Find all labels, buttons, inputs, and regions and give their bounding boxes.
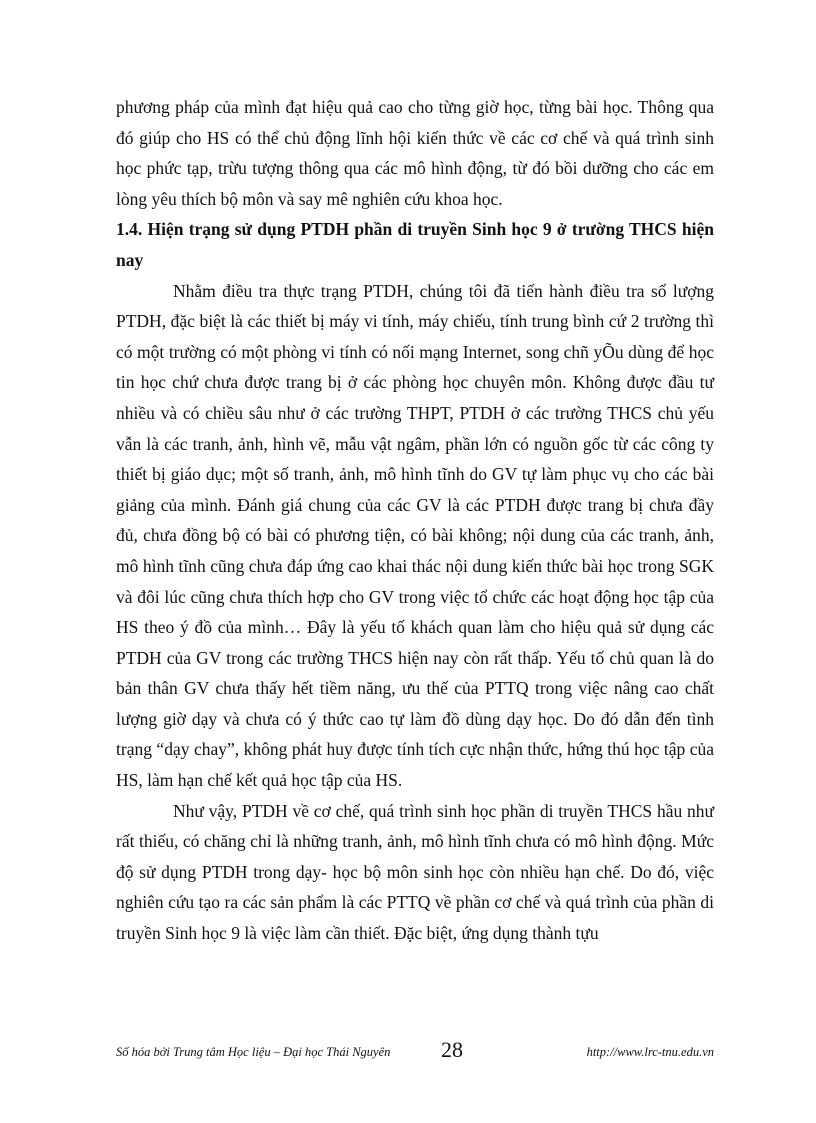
page-number: 28 bbox=[441, 1037, 463, 1062]
footer-source: Số hóa bởi Trung tâm Học liệu – Đại học Thái Nguyên bbox=[116, 1045, 391, 1059]
page-content bbox=[116, 92, 714, 949]
paragraph-intro: phương pháp của mình đạt hiệu quả cao cho từng giờ học, từng bài học. Thông qua đó giúp cho HS có thể chủ động lĩnh hội kiến thức về các cơ chế và quá trình sinh học phức tạp, trừu tượng thông qua các mô hình động, từ đó bồi dưỡng cho các em lòng yêu thích bộ môn và say mê nghiên cứu khoa học. bbox=[116, 97, 714, 209]
footer-url: http://www.lrc-tnu.edu.vn bbox=[586, 1045, 714, 1059]
page-footer bbox=[116, 1037, 714, 1071]
paragraph-survey: Nhằm điều tra thực trạng PTDH, chúng tôi đã tiến hành điều tra số lượng PTDH, đặc biệt là các thiết bị máy vi tính, máy chiếu, tính trung bình cứ 2 trường thì có một trường có một phòng vi tính có nối mạng Internet, song chñ yÕu dùng để học tin học chứ chưa được trang bị ở các phòng học chuyên môn. Không được đầu tư nhiều và có chiều sâu như ở các trường THPT, PTDH ở các trường THCS chủ yếu vẫn là các tranh, ảnh, hình vẽ, mẫu vật ngâm, phần lớn có nguồn gốc từ các công ty thiết bị giáo dục; một số tranh, ảnh, mô hình tĩnh do GV tự làm phục vụ cho các bài giảng của mình. Đánh giá chung của các GV là các PTDH được trang bị chưa đầy đủ, chưa đồng bộ có bài có phương tiện, có bài không; nội dung của các tranh, ảnh, mô hình tĩnh cũng chưa đáp ứng cao khai thác nội dung kiến thức bài học trong SGK và đôi lúc cũng chưa thích hợp cho GV trong việc tổ chức các hoạt động học tập của HS theo ý đồ của mình… Đây là yếu tố khách quan làm cho hiệu quả sử dụng các PTDH của GV trong các trường THCS hiện nay còn rất thấp. Yếu tố chủ quan là do bản thân GV chưa thấy hết tiềm năng, ưu thế của PTTQ trong việc nâng cao chất lượng giờ dạy và chưa có ý thức cao tự làm đồ dùng dạy học. Do đó dẫn đến tình trạng “dạy chay”, không phát huy được tính tích cực nhận thức, hứng thú học tập của HS, làm hạn chế kết quả học tập của HS. bbox=[116, 280, 714, 791]
paragraph-conclusion: Như vậy, PTDH về cơ chế, quá trình sinh học phần di truyền THCS hầu như rất thiếu, có chăng chỉ là những tranh, ảnh, mô hình tĩnh chưa có mô hình động. Mức độ sử dụng PTDH trong dạy- học bộ môn sinh học còn nhiều hạn chế. Do đó, việc nghiên cứu tạo ra các sản phẩm là các PTTQ về phần cơ chế và quá trình của phần di truyền Sinh học 9 là việc làm cần thiết. Đặc biệt, ứng dụng thành tựu bbox=[116, 800, 714, 944]
section-heading: 1.4. Hiện trạng sử dụng PTDH phần di truyền Sinh học 9 ở trường THCS hiện nay bbox=[116, 219, 714, 270]
